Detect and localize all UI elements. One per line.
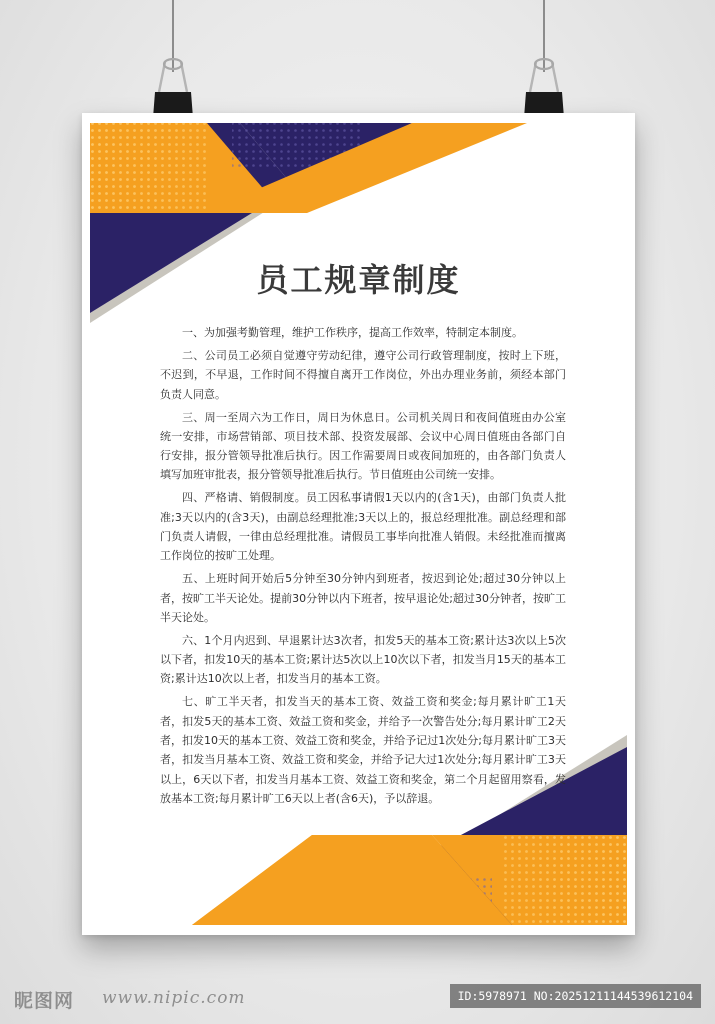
- rule-paragraph-2: 二、公司员工必须自觉遵守劳动纪律，遵守公司行政管理制度，按时上下班，不迟到，不早退，工作时间不得擅自离开工作岗位，外出办理业务前，须经本部门负责人同意。: [160, 348, 566, 401]
- poster-title: 员工规章制度: [256, 261, 461, 299]
- rule-paragraph-3: 三、周一至周六为工作日，周日为休息日。公司机关周日和夜间值班由办公室统一安排，市场营销部、项目技术部、投资发展部、会议中心周日值班由各部门自行安排，报分管领导批准后执行。因工作需要周日或夜间加班的，由各部门负责人填写加班审批表，报分管领导批准后执行。节日值班由公司统一安排。: [160, 410, 566, 482]
- watermark-logo: 昵图网: [14, 990, 75, 1012]
- rule-paragraph-5: 五、上班时间开始后5分钟至30分钟内到班者，按迟到论处;超过30分钟以上者，按旷工半天论处。提前30分钟以内下班者，按早退论处;超过30分钟者，按旷工半天论处。: [160, 572, 566, 624]
- rule-paragraph-7: 七、旷工半天者，扣发当天的基本工资、效益工资和奖金;每月累计旷工1天者，扣发5天的基本工资、效益工资和奖金，并给予一次警告处分;每月累计旷工2天者，扣发10天的基本工资、效益工资和奖金，并给予记过1次处分;每月累计旷工3天者，扣发当月基本工资、效益工资和奖金，并给予记大过1次处分;每月累计旷工3天以上，6天以下者，扣发当月基本工资、效益工资和奖金，第二个月起留用察看，发放基本工资;每月累计旷工6天以上者(含6天)，予以辞退。: [160, 695, 566, 805]
- rule-paragraph-1: 一、为加强考勤管理，维护工作秩序，提高工作效率，特制定本制度。: [182, 326, 523, 339]
- watermark-url: www.nipic.com: [102, 988, 246, 1008]
- poster: [82, 113, 635, 935]
- rule-paragraph-6: 六、1个月内迟到、早退累计达3次者，扣发5天的基本工资;累计达3次以上5次以下者，扣发10天的基本工资;累计达5次以上10次以下者，扣发当月15天的基本工资;累计达10次以上者，扣发当月的基本工资。: [160, 633, 566, 686]
- rule-paragraph-4: 四、严格请、销假制度。员工因私事请假1天以内的(含1天)，由部门负责人批准;3天以内的(含3天)，由副总经理批准;3天以上的，报总经理批准。副总经理和部门负责人请假，一律由总经理批准。请假员工事毕向批准人销假。未经批准而擅离工作岗位的按旷工处理。: [160, 491, 566, 563]
- rules-body: [160, 323, 566, 812]
- watermark-id-badge: ID:5978971 NO:20251211144539612104: [450, 984, 701, 1008]
